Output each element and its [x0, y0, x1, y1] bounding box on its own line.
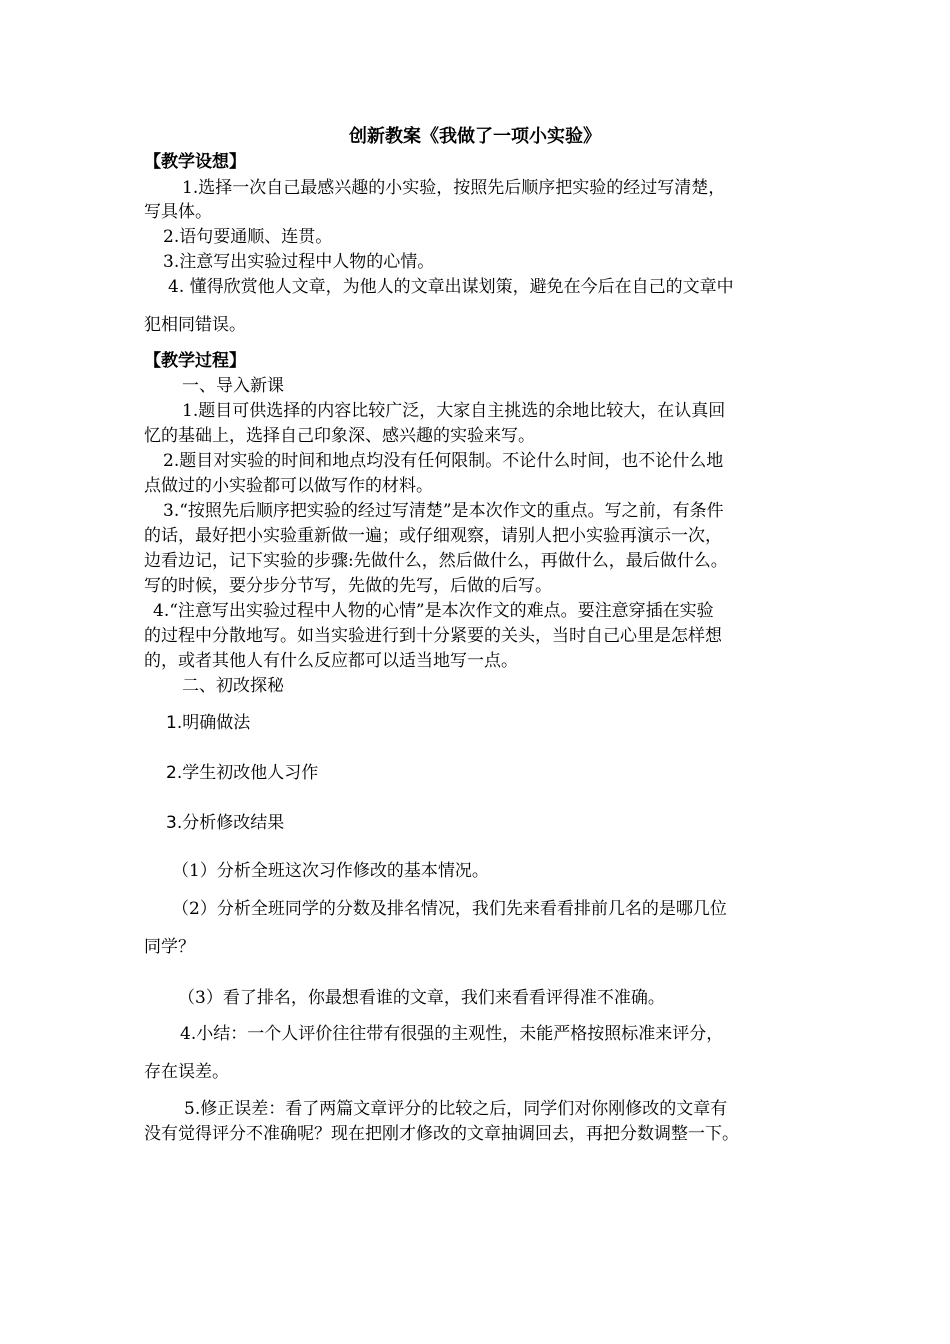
- correction-line: 没有觉得评分不准确呢？现在把刚才修改的文章抽调回去，再把分数调整一下。: [144, 1124, 739, 1144]
- analysis-item: （3）看了排名，你最想看谁的文章，我们来看看评得准不准确。: [178, 988, 665, 1008]
- paragraph-line: 2.题目对实验的时间和地点均没有任何限制。不论什么时间，也不论什么地: [163, 451, 724, 471]
- paragraph-line: 3.注意写出实验过程中人物的心情。: [163, 252, 435, 272]
- step-item: 1.明确做法: [166, 713, 251, 733]
- paragraph-line: 1.题目可供选择的内容比较广泛，大家自主挑选的余地比较大，在认真回: [182, 401, 726, 421]
- paragraph-line: 写具体。: [144, 202, 212, 222]
- correction-line: 5.修正误差：看了两篇文章评分的比较之后，同学们对你刚修改的文章有: [184, 1099, 728, 1119]
- section-heading-teaching-process: 【教学过程】: [144, 351, 246, 371]
- paragraph-line: 点做过的小实验都可以做写作的材料。: [144, 476, 433, 496]
- summary-line: 存在误差。: [144, 1062, 229, 1082]
- paragraph-line: 边看边记，记下实验的步骤:先做什么，然后做什么，再做什么，最后做什么。: [144, 551, 728, 571]
- analysis-item: 同学？: [144, 937, 195, 957]
- paragraph-line: 的，或者其他人有什么反应都可以适当地写一点。: [144, 651, 518, 671]
- subsection-heading: 一、导入新课: [182, 376, 284, 396]
- summary-line: 4.小结：一个人评价往往带有很强的主观性，未能严格按照标准来评分，: [180, 1024, 724, 1044]
- paragraph-line: 4. 懂得欣赏他人文章，为他人的文章出谋划策，避免在今后在自己的文章中: [168, 277, 734, 297]
- step-item: 2.学生初改他人习作: [166, 763, 319, 783]
- document-title: 创新教案《我做了一项小实验》: [349, 126, 601, 147]
- paragraph-line: 4.“注意写出实验过程中人物的心情”是本次作文的难点。要注意穿插在实验: [153, 601, 714, 621]
- paragraph-line: 的过程中分散地写。如当实验进行到十分紧要的关头，当时自己心里是怎样想: [144, 626, 722, 646]
- paragraph-line: 3.“按照先后顺序把实验的经过写清楚”是本次作文的重点。写之前，有条件: [163, 501, 724, 521]
- paragraph-line: 忆的基础上，选择自己印象深、感兴趣的实验来写。: [144, 426, 535, 446]
- section-heading-teaching-plan: 【教学设想】: [144, 152, 246, 172]
- step-item: 3.分析修改结果: [166, 813, 285, 833]
- paragraph-line: 的话，最好把小实验重新做一遍；或仔细观察，请别人把小实验再演示一次，: [144, 526, 722, 546]
- paragraph-line: 写的时候，要分步分节写，先做的先写，后做的后写。: [144, 576, 552, 596]
- paragraph-line: 1.选择一次自己最感兴趣的小实验，按照先后顺序把实验的经过写清楚，: [182, 178, 726, 198]
- subsection-heading: 二、初改探秘: [182, 676, 284, 696]
- analysis-item: （2）分析全班同学的分数及排名情况，我们先来看看排前几名的是哪几位: [172, 899, 727, 919]
- paragraph-line: 2.语句要通顺、连贯。: [163, 227, 333, 247]
- analysis-item: （1）分析全班这次习作修改的基本情况。: [172, 861, 489, 881]
- paragraph-line: 犯相同错误。: [144, 315, 246, 335]
